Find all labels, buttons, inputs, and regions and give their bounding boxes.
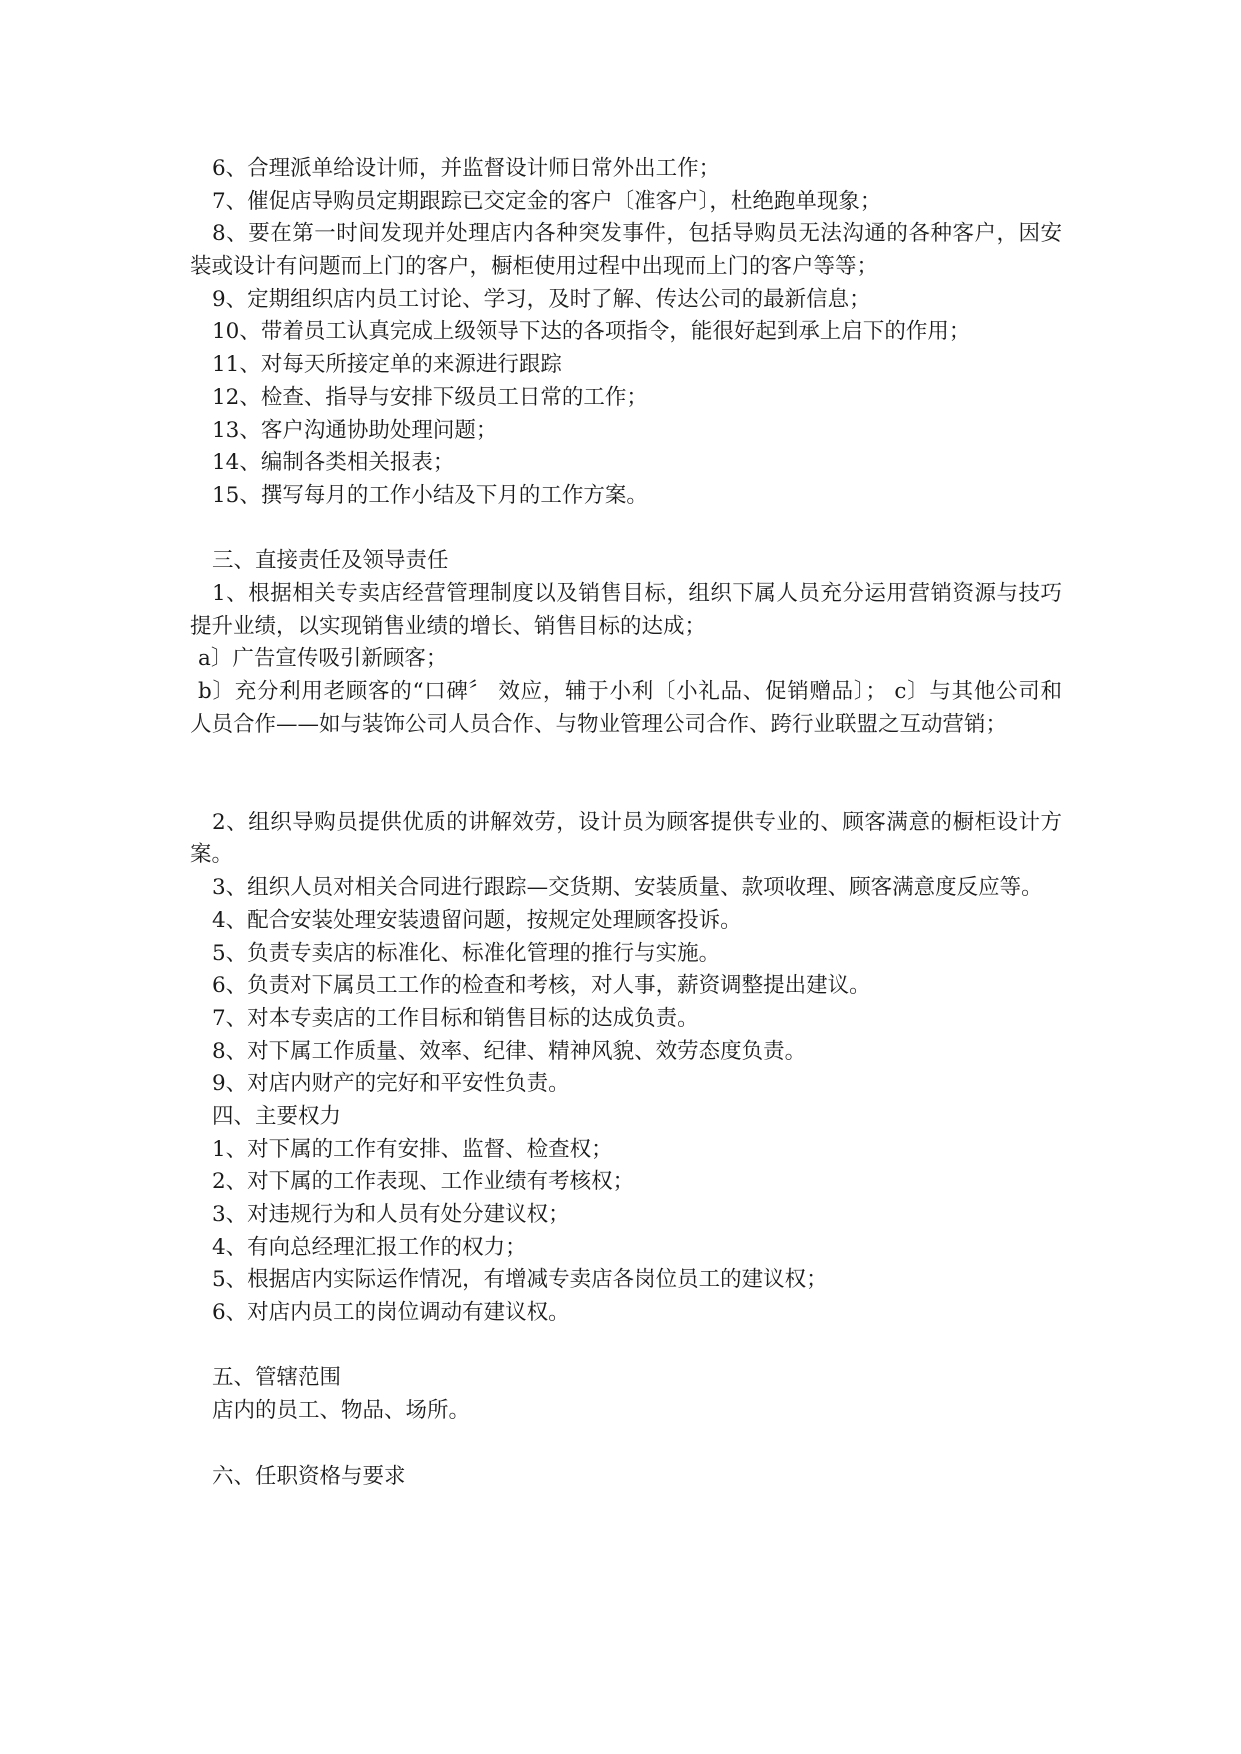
list-item-line: 案。 [190, 842, 234, 868]
list-item: 3、组织人员对相关合同进行跟踪—交货期、安装质量、款项收理、顾客满意度反应等。 [212, 875, 1043, 901]
list-item: 7、催促店导购员定期跟踪已交定金的客户〔准客户〕，杜绝跑单现象； [212, 188, 882, 214]
list-item: 4、有向总经理汇报工作的权力； [212, 1234, 527, 1260]
spacer [190, 513, 1062, 546]
section-heading: 四、主要权力 [212, 1103, 342, 1129]
list-item: 9、定期组织店内员工讨论、学习，及时了解、传达公司的最新信息； [212, 286, 871, 312]
spacer [190, 774, 1062, 807]
list-item [190, 218, 1062, 283]
spacer [190, 1330, 1062, 1363]
list-item: 14、编制各类相关报表； [212, 450, 455, 476]
list-item: 6、对店内员工的岗位调动有建议权。 [212, 1300, 570, 1326]
list-item [190, 578, 1062, 643]
list-item: 10、带着员工认真完成上级领导下达的各项指令，能很好起到承上启下的作用； [212, 319, 971, 345]
list-item: 4、配合安装处理安装遗留问题，按规定处理顾客投诉。 [212, 907, 742, 933]
list-item-line: 人员合作——如与装饰公司人员合作、与物业管理公司合作、跨行业联盟之互动营销； [190, 711, 1008, 737]
section-body: 店内的员工、物品、场所。 [212, 1398, 471, 1424]
list-item: 5、根据店内实际运作情况，有增减专卖店各岗位员工的建议权； [212, 1267, 828, 1293]
sub-item [190, 676, 1062, 741]
section-6 [190, 1461, 1062, 1494]
list-item: 7、对本专卖店的工作目标和销售目标的达成负责。 [212, 1005, 699, 1031]
list-item-line: 2、组织导购员提供优质的讲解效劳，设计员为顾客提供专业的、顾客满意的橱柜设计方 [212, 809, 1062, 835]
list-item: 5、负责专卖店的标准化、标准化管理的推行与实施。 [212, 940, 721, 966]
list-item: 11、对每天所接定单的来源进行跟踪 [212, 352, 562, 378]
spacer [190, 741, 1062, 774]
section-heading: 三、直接责任及领导责任 [212, 548, 449, 574]
list-item: 13、客户沟通协助处理问题； [212, 417, 498, 443]
document-body [190, 153, 1062, 1493]
section-3 [190, 545, 1062, 1101]
list-item: 6、合理派单给设计师，并监督设计师日常外出工作； [212, 156, 721, 181]
list-item: 15、撰写每月的工作小结及下月的工作方案。 [212, 482, 648, 508]
list-item-line: 8、要在第一时间发现并处理店内各种突发事件，包括导购员无法沟通的各种客户，因安 [212, 221, 1062, 247]
list-item: 2、对下属的工作表现、工作业绩有考核权； [212, 1169, 635, 1195]
spacer [190, 1428, 1062, 1461]
sub-item: a〕广告宣传吸引新顾客； [198, 646, 448, 672]
list-item: 12、检查、指导与安排下级员工日常的工作； [212, 384, 648, 410]
section-4 [190, 1101, 1062, 1330]
list-item-line: 装或设计有问题而上门的客户，橱柜使用过程中出现而上门的客户等等； [190, 254, 879, 280]
list-item: 1、对下属的工作有安排、监督、检查权； [212, 1136, 613, 1162]
section-heading: 六、任职资格与要求 [212, 1463, 406, 1489]
section-heading: 五、管辖范围 [212, 1365, 342, 1391]
duties-list [190, 153, 1062, 513]
list-item-line: b〕充分利用老顾客的“口碑〞 效应，辅于小利〔小礼品、促销赠品〕； c〕与其他公司和 [198, 679, 1062, 704]
list-item: 3、对违规行为和人员有处分建议权； [212, 1202, 570, 1227]
list-item-line: 1、根据相关专卖店经营管理制度以及销售目标，组织下属人员充分运用营销资源与技巧 [212, 580, 1062, 606]
list-item: 9、对店内财产的完好和平安性负责。 [212, 1071, 570, 1097]
list-item: 8、对下属工作质量、效率、纪律、精神风貌、效劳态度负责。 [212, 1038, 807, 1064]
section-5 [190, 1362, 1062, 1427]
list-item [190, 807, 1062, 872]
list-item: 6、负责对下属员工工作的检查和考核，对人事，薪资调整提出建议。 [212, 973, 871, 999]
list-item-line: 提升业绩，以实现销售业绩的增长、销售目标的达成； [190, 613, 707, 639]
